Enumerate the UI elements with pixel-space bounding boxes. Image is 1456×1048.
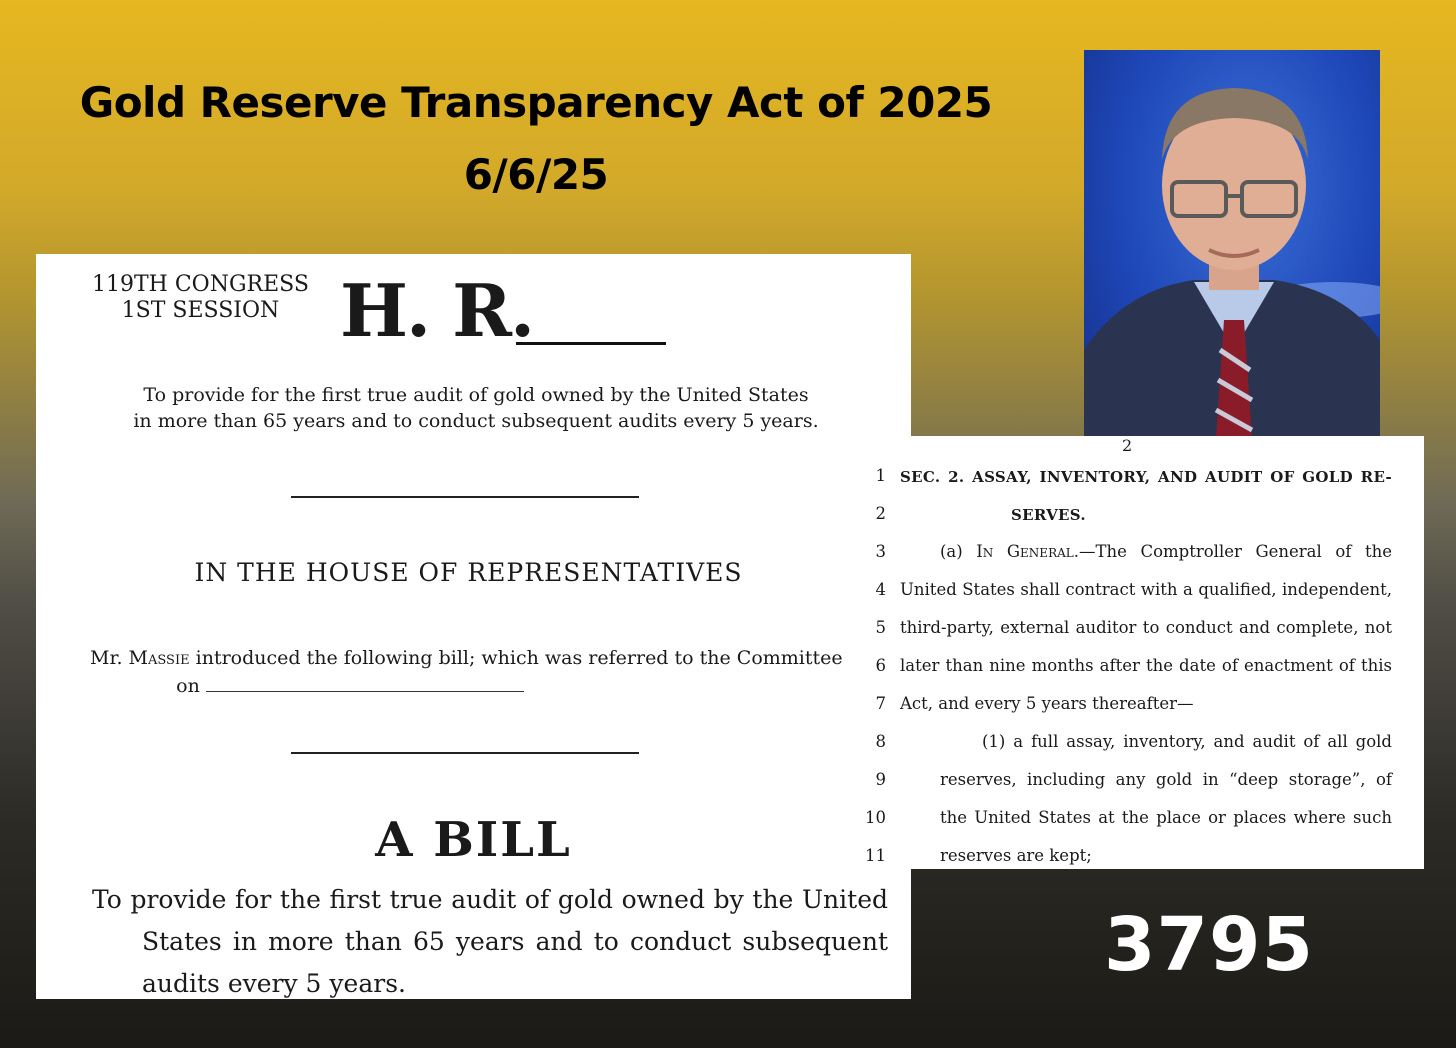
- line-number: 1: [875, 466, 886, 485]
- introduction-text: [90, 644, 850, 700]
- line-number: 7: [875, 694, 886, 713]
- line-number: 3: [875, 542, 886, 561]
- divider-rule-2: [291, 752, 639, 754]
- committee-blank: [206, 691, 524, 692]
- paragraph-1-line: reserves, including any gold in “deep storage”, of: [940, 770, 1392, 789]
- line-number: 10: [865, 808, 886, 827]
- bill-page-1: [36, 254, 911, 999]
- paragraph-1-line: (1) a full assay, inventory, and audit of all gold: [982, 732, 1392, 751]
- line-number: 5: [875, 618, 886, 637]
- subsection-a-line: [940, 542, 1392, 561]
- sponsor-photo: [1084, 50, 1380, 438]
- paragraph-1-line: reserves are kept;: [940, 846, 1092, 865]
- purpose-line-2: in more than 65 years and to conduct subsequent audits every 5 years.: [133, 410, 819, 432]
- line-number: 4: [875, 580, 886, 599]
- headline-date: 6/6/25: [463, 150, 609, 199]
- bill-page-2: [856, 436, 1424, 869]
- line-number: 8: [875, 732, 886, 751]
- purpose-line-1: To provide for the first true audit of gold owned by the United States: [143, 384, 809, 406]
- bill-number: 3795: [1104, 902, 1314, 988]
- congress-session-block: [92, 272, 309, 324]
- congress-label: 119TH CONGRESS: [92, 272, 309, 297]
- intro-on: on: [176, 675, 200, 697]
- divider-rule-1: [291, 496, 639, 498]
- body-line: Act, and every 5 years thereafter—: [900, 694, 1194, 713]
- a-bill-heading: A BILL: [375, 812, 572, 868]
- subsection-heading: In General: [976, 542, 1074, 561]
- long-title: To provide for the first true audit of gold owned by the United States in more than 65 years and to conduct subsequent audits every 5 years.: [92, 885, 888, 998]
- body-line: third-party, external auditor to conduct and complete, not: [900, 618, 1392, 637]
- short-purpose: [96, 382, 856, 434]
- subsection-text: .—The Comptroller General of the: [1073, 542, 1392, 561]
- portrait-illustration: [1084, 50, 1380, 438]
- hr-designation: H. R.: [340, 268, 534, 353]
- intro-prefix: Mr.: [90, 647, 129, 669]
- subsection-lead: (a): [940, 542, 977, 561]
- line-number: 9: [875, 770, 886, 789]
- intro-rest: introduced the following bill; which was referred to the Committee: [189, 647, 843, 669]
- line-number: 6: [875, 656, 886, 675]
- section-heading-cont: SERVES.: [1011, 506, 1086, 524]
- page-number: 2: [1122, 436, 1133, 455]
- paragraph-1-line: the United States at the place or places where such: [940, 808, 1392, 827]
- body-line: later than nine months after the date of enactment of this: [900, 656, 1392, 675]
- house-heading: IN THE HOUSE OF REPRESENTATIVES: [194, 558, 743, 587]
- sponsor-name: Massie: [128, 647, 190, 669]
- hr-number-blank: [516, 342, 666, 345]
- section-heading-line: SEC. 2. ASSAY, INVENTORY, AND AUDIT OF GOLD RE-: [900, 468, 1392, 486]
- session-label: 1ST SESSION: [121, 298, 280, 323]
- line-number: 2: [875, 504, 886, 523]
- line-number: 11: [865, 846, 886, 865]
- headline-title: Gold Reserve Transparency Act of 2025: [79, 78, 993, 127]
- body-line: United States shall contract with a qualified, independent,: [900, 580, 1392, 599]
